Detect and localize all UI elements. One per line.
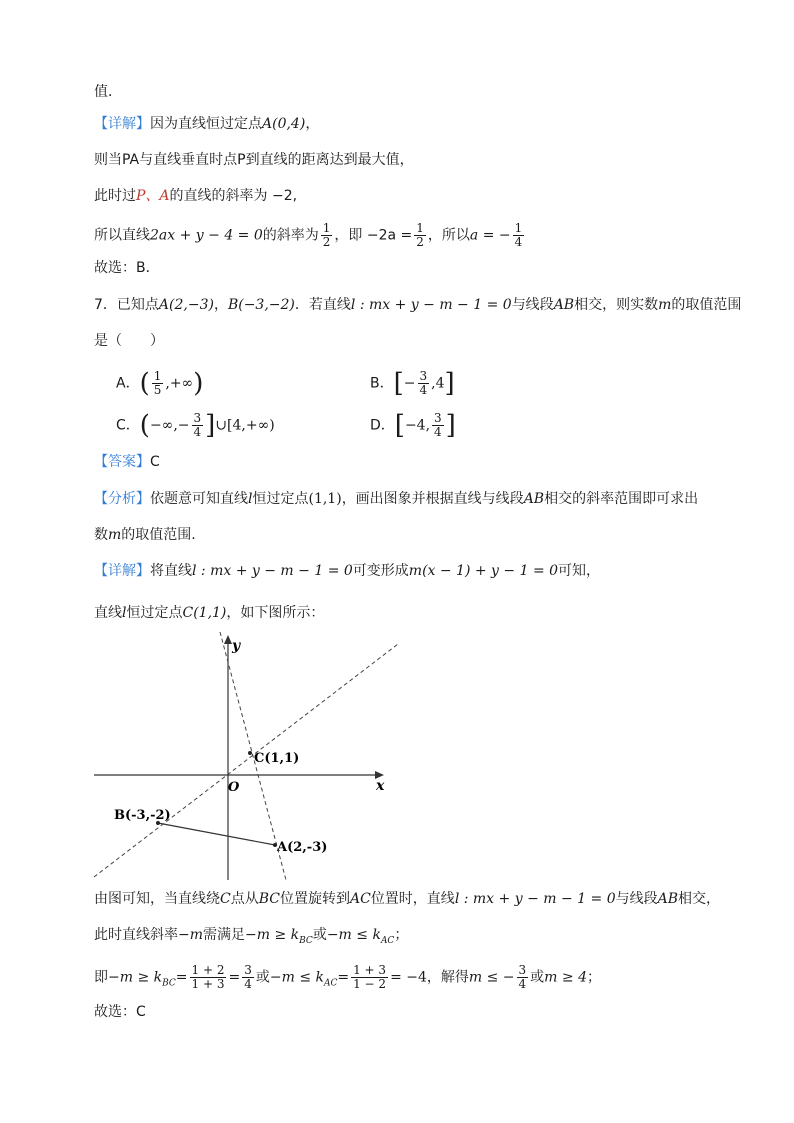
num: 3 xyxy=(193,411,202,425)
text: ．若直线 xyxy=(294,297,351,313)
den: 2 xyxy=(416,235,424,249)
num: 3 xyxy=(518,963,527,977)
text: 所以直线 xyxy=(94,227,150,244)
math: −m ≤ k xyxy=(326,927,381,943)
fraction xyxy=(351,964,388,991)
text-line: 是（ ） xyxy=(94,333,164,349)
text-line xyxy=(94,186,297,206)
text: ，如下图所示： xyxy=(226,605,325,621)
fraction xyxy=(418,370,430,397)
math: l : mx + y − m − 1 = 0 xyxy=(350,297,512,313)
math: ,+∞ xyxy=(165,375,194,392)
math: −m xyxy=(178,927,204,943)
math: −m ≥ k xyxy=(245,927,300,943)
y-axis-label: y xyxy=(232,638,241,654)
den: 4 xyxy=(193,425,202,439)
text: 7．已知点 xyxy=(94,297,159,313)
math: m ≤ − xyxy=(468,969,515,986)
answer-tag: 【答案】 xyxy=(94,454,150,470)
detail-tag: 【详解】 xyxy=(94,116,150,132)
den: 4 xyxy=(434,425,442,439)
option-b[interactable] xyxy=(370,370,455,397)
detail-line xyxy=(94,561,600,581)
text: 相交， xyxy=(678,891,721,907)
subscript: BC xyxy=(162,978,176,989)
point-c xyxy=(248,751,252,755)
answer-value: C xyxy=(150,454,160,470)
option-label: B． xyxy=(370,375,394,392)
point-c-label: C(1,1) xyxy=(254,751,300,766)
point-a-label: A(2,-3) xyxy=(277,840,328,855)
text: ， xyxy=(305,116,320,132)
text-line: 则当PA与直线垂直时点P到直线的距离达到最大值， xyxy=(94,152,414,168)
line-bc xyxy=(94,644,398,877)
num: 1 + 2 xyxy=(191,963,225,977)
text: 需满足 xyxy=(203,927,246,943)
text-line: 故选：C xyxy=(94,1004,146,1020)
math: m xyxy=(108,527,122,543)
math: l : mx + y − m − 1 = 0 xyxy=(192,563,353,579)
text: 的取值范围. xyxy=(121,527,196,543)
text-line xyxy=(94,889,720,909)
num: 3 xyxy=(434,411,442,425)
text-line xyxy=(94,114,319,134)
text: 因为直线恒过定点 xyxy=(150,116,262,132)
text-line xyxy=(94,603,324,623)
option-d[interactable] xyxy=(370,412,456,439)
analysis-line xyxy=(94,489,698,509)
math: ,4 xyxy=(431,375,445,392)
math: A(0,4) xyxy=(262,116,306,132)
math: l xyxy=(248,491,253,507)
text: 位置旋转到 xyxy=(279,891,350,907)
text: ，即 −2a = xyxy=(334,227,413,244)
den: 4 xyxy=(244,977,252,991)
text-line: 值． xyxy=(94,84,122,100)
math: C xyxy=(220,891,231,907)
text: 相交的斜率范围即可求出 xyxy=(544,491,699,507)
text: 即 xyxy=(94,969,108,986)
math: −∞,− xyxy=(149,417,190,434)
text-line xyxy=(94,222,526,249)
math: −m ≤ k xyxy=(269,969,324,986)
text: 恒过定点 xyxy=(126,605,183,621)
point-b-label: B(-3,-2) xyxy=(114,808,171,823)
math: AB xyxy=(553,297,575,313)
math: − xyxy=(403,375,416,392)
num: 1 xyxy=(514,221,523,235)
subscript: AC xyxy=(323,978,338,989)
text: 数 xyxy=(94,527,108,543)
den: 4 xyxy=(514,235,523,249)
fraction xyxy=(242,964,254,991)
text: 点从 xyxy=(230,891,259,907)
option-a[interactable] xyxy=(116,370,203,397)
text: 的斜率为 xyxy=(262,227,319,244)
option-label: C． xyxy=(116,417,140,434)
bracket: [ xyxy=(394,410,405,441)
math: AB xyxy=(657,891,679,907)
coordinate-graph xyxy=(90,630,400,880)
fraction xyxy=(321,222,333,249)
math: B(−3,−2) xyxy=(227,297,295,313)
math: AB xyxy=(523,491,545,507)
text: ，画出图象并根据直线与线段 xyxy=(341,491,524,507)
num: 1 xyxy=(322,221,331,235)
math: a = − xyxy=(469,227,511,244)
math: = −4 xyxy=(390,969,427,986)
text: 或 xyxy=(530,969,545,986)
text: 位置时，直线 xyxy=(370,891,455,907)
answer-line xyxy=(94,452,160,472)
text: 此时直线斜率 xyxy=(94,927,178,943)
math: m(x − 1) + y − 1 = 0 xyxy=(408,563,559,579)
text: ，所以 xyxy=(427,227,470,244)
math: (1,1) xyxy=(308,491,342,507)
fraction xyxy=(152,370,164,397)
text: 的取值范围 xyxy=(671,297,742,313)
den: 5 xyxy=(153,383,162,397)
text: 依题意可知直线 xyxy=(150,491,248,507)
x-axis-label: x xyxy=(376,778,385,794)
text: 的直线的斜率为 −2, xyxy=(169,188,298,204)
math: A(2,−3) xyxy=(158,297,214,313)
text: ； xyxy=(394,927,409,943)
fraction xyxy=(414,222,426,249)
math: = xyxy=(228,969,241,986)
fraction xyxy=(517,964,529,991)
fraction xyxy=(513,222,525,249)
text: ； xyxy=(587,969,601,986)
text-line xyxy=(94,964,601,993)
den: 4 xyxy=(419,383,428,397)
text: 恒过定点 xyxy=(252,491,309,507)
math: BC xyxy=(258,891,280,907)
bracket: ] xyxy=(444,368,455,399)
text-line xyxy=(94,525,196,545)
text: 由图可知，当直线绕 xyxy=(94,891,220,907)
segment-ab xyxy=(158,823,275,845)
math: AC xyxy=(349,891,371,907)
analysis-tag: 【分析】 xyxy=(94,491,150,507)
text: 与线段 xyxy=(615,891,658,907)
text: 或 xyxy=(312,927,327,943)
bracket: ] xyxy=(445,410,456,441)
text: 或 xyxy=(255,969,270,986)
text: 将直线 xyxy=(150,563,192,579)
origin-label: O xyxy=(228,780,240,795)
den: 1 + 3 xyxy=(191,977,225,991)
text: 可知， xyxy=(558,563,601,579)
detail-tag: 【详解】 xyxy=(94,563,150,579)
subscript: BC xyxy=(299,935,313,946)
num: 1 + 3 xyxy=(353,963,387,977)
text: 此时过 xyxy=(94,188,136,204)
bracket: ] xyxy=(205,410,216,441)
num: 3 xyxy=(419,369,428,383)
text-line: 故选：B． xyxy=(94,260,160,276)
math: m ≥ 4 xyxy=(544,969,587,986)
math: l xyxy=(122,605,127,621)
den: 1 − 2 xyxy=(353,977,387,991)
math: P、A xyxy=(136,188,170,204)
option-label: A． xyxy=(116,375,140,392)
question-7 xyxy=(94,295,741,315)
fraction xyxy=(192,412,204,439)
math: = xyxy=(337,969,350,986)
text: 直线 xyxy=(94,605,122,621)
math: −m ≥ k xyxy=(108,969,163,986)
paren: ( xyxy=(139,410,150,441)
text: 与线段 xyxy=(511,297,554,313)
option-label: D． xyxy=(370,417,395,434)
num: 3 xyxy=(244,963,252,977)
math: −4, xyxy=(404,417,431,434)
math: 2ax + y − 4 = 0 xyxy=(150,227,263,244)
subscript: AC xyxy=(380,935,395,946)
num: 1 xyxy=(416,221,424,235)
math: C(1,1) xyxy=(182,605,227,621)
text: 相交，则实数 xyxy=(574,297,659,313)
y-axis-arrow xyxy=(224,635,232,644)
math: = xyxy=(175,969,188,986)
den: 4 xyxy=(518,977,527,991)
text-line xyxy=(94,925,408,951)
text: 可变形成 xyxy=(352,563,409,579)
text: ，解得 xyxy=(426,969,469,986)
text: ， xyxy=(213,297,228,313)
option-c[interactable] xyxy=(116,412,275,439)
num: 1 xyxy=(153,369,162,383)
paren: ( xyxy=(139,368,150,399)
paren: ) xyxy=(193,368,204,399)
math: ∪[4,+∞) xyxy=(215,417,275,434)
bracket: [ xyxy=(393,368,404,399)
fraction xyxy=(432,412,444,439)
math: l : mx + y − m − 1 = 0 xyxy=(454,891,616,907)
math: m xyxy=(658,297,672,313)
den: 2 xyxy=(322,235,331,249)
fraction xyxy=(190,964,227,991)
